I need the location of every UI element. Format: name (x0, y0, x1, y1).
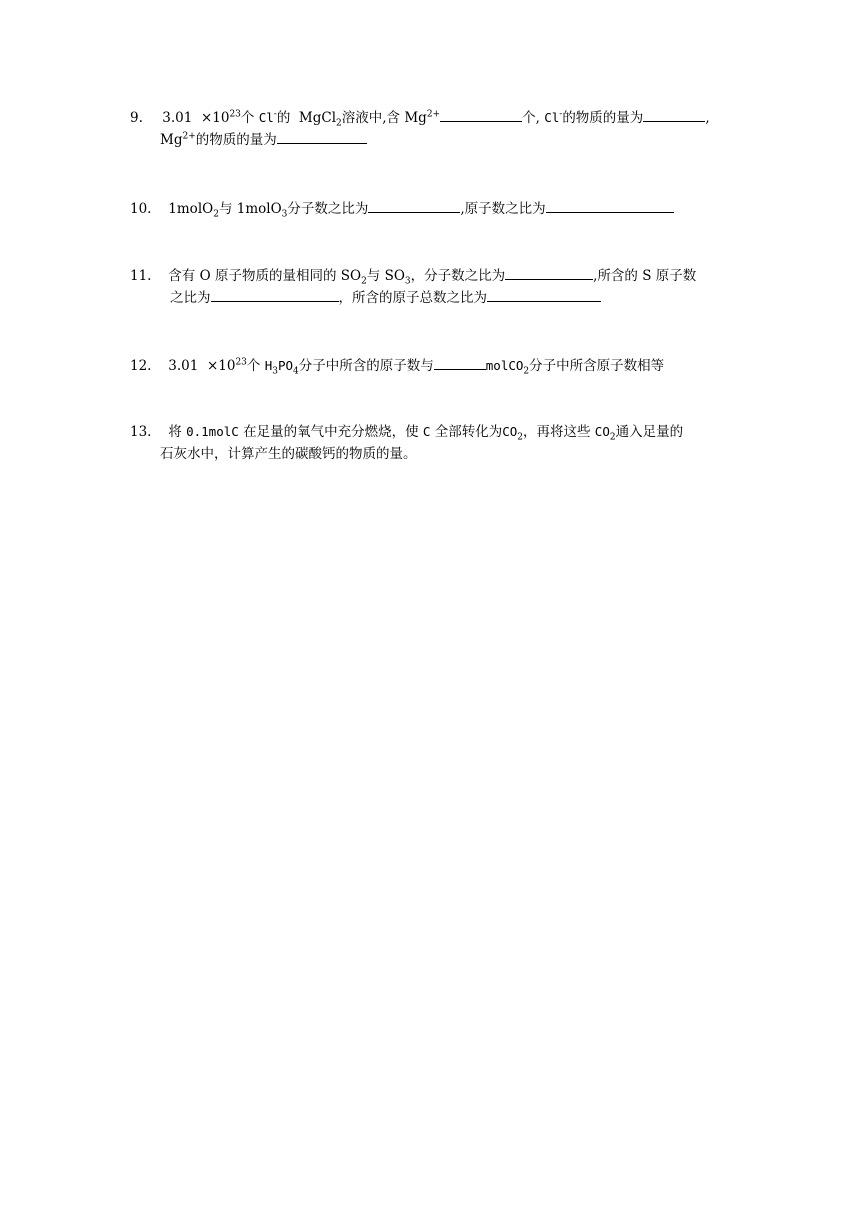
text: ，分子数之比为 (410, 268, 506, 284)
text: C (422, 424, 431, 439)
subscript: 2 (517, 432, 523, 443)
question-11-line-2 (130, 286, 740, 308)
charge: 2+ (182, 131, 196, 142)
question-number: 10. (130, 201, 152, 217)
question-number: 9. (130, 110, 143, 126)
subscript: 2 (213, 209, 219, 220)
text: 分子中所含的原子数与 (298, 358, 434, 374)
coefficient: 3.01 (162, 110, 193, 126)
answer-blank-molecule-ratio[interactable] (505, 264, 593, 280)
exponent: 23 (229, 109, 241, 120)
text: 的 (276, 110, 291, 126)
text: ,所含的 S 原子数 (593, 268, 697, 284)
question-9-line-1 (130, 106, 740, 128)
question-12-line-1 (130, 354, 740, 376)
coefficient: 3.01 (168, 358, 199, 374)
text: , (705, 110, 710, 126)
mgcl2-formula: MgCl (298, 110, 337, 126)
text: 1molO (168, 201, 214, 217)
charge: - (273, 109, 277, 120)
exponent: 23 (235, 357, 247, 368)
text: 分子数之比为 (287, 201, 369, 217)
answer-blank-mg-count[interactable] (440, 106, 522, 122)
text: H (264, 358, 273, 373)
question-13 (130, 421, 740, 465)
text: 将 (168, 424, 182, 440)
charge: - (559, 109, 563, 120)
text: PO (277, 358, 294, 373)
subscript: 2 (523, 366, 530, 377)
text: 在足量的氧气中充分燃烧，使 (243, 424, 419, 440)
text: molCO (485, 358, 524, 373)
text: 与 (218, 201, 233, 217)
text: 个 (246, 358, 261, 374)
question-number: 13. (130, 424, 152, 440)
text: 分子中所含原子数相等 (529, 358, 665, 374)
text: 1molO (236, 201, 282, 217)
answer-blank-molecule-ratio[interactable] (368, 197, 460, 213)
text: CO (594, 424, 610, 439)
text: ，所含的原子总数之比为 (338, 290, 487, 306)
answer-blank-atom-ratio[interactable] (546, 197, 674, 213)
question-11 (130, 264, 740, 308)
text: 个, (522, 110, 540, 126)
subscript: 2 (336, 118, 342, 129)
answer-blank-co2-moles[interactable] (434, 354, 486, 370)
answer-blank-mg-moles[interactable] (277, 128, 367, 144)
times-ten: ×10 (200, 110, 230, 126)
text: 的物质的量为 (195, 132, 277, 148)
question-9-line-2 (130, 128, 740, 150)
question-13-line-1 (130, 421, 740, 443)
text: 的物质的量为 (562, 110, 644, 126)
text: 之比为 (170, 290, 211, 306)
text: 个 (240, 110, 255, 126)
question-9 (130, 106, 740, 150)
text: ,原子数之比为 (460, 201, 546, 217)
subscript: 4 (293, 366, 299, 377)
question-10-line-1 (130, 197, 740, 219)
text: CO (502, 424, 518, 439)
question-11-line-1 (130, 264, 740, 286)
question-13-line-2 (130, 443, 740, 465)
text: 含有 O 原子物质的量相同的 SO (168, 268, 362, 284)
text: 通入足量的 (615, 424, 684, 440)
subscript: 3 (272, 366, 278, 377)
chlorine-symbol: Cl (544, 110, 560, 125)
mg-symbol: Mg (160, 132, 183, 148)
times-ten: ×10 (206, 358, 236, 374)
text: 0.1molC (186, 424, 239, 439)
text: 全部转化为 (434, 424, 503, 440)
subscript: 3 (281, 209, 288, 220)
text: 石灰水中，计算产生的碳酸钙的物质的量。 (160, 446, 417, 462)
question-number: 12. (130, 358, 152, 374)
subscript: 2 (609, 432, 616, 443)
text: 与 SO (366, 268, 405, 284)
text: 溶液中,含 Mg (341, 110, 427, 126)
question-number: 11. (130, 268, 152, 284)
question-12 (130, 354, 740, 376)
answer-blank-total-atom-ratio[interactable] (487, 286, 601, 302)
question-10 (130, 197, 740, 219)
subscript: 2 (361, 276, 367, 287)
answer-blank-s-atom-ratio[interactable] (211, 286, 339, 302)
subscript: 3 (404, 276, 411, 287)
answer-blank-cl-moles[interactable] (643, 106, 705, 122)
chlorine-symbol: Cl (258, 110, 274, 125)
text: ，再将这些 (523, 424, 591, 440)
charge: 2+ (426, 109, 441, 120)
